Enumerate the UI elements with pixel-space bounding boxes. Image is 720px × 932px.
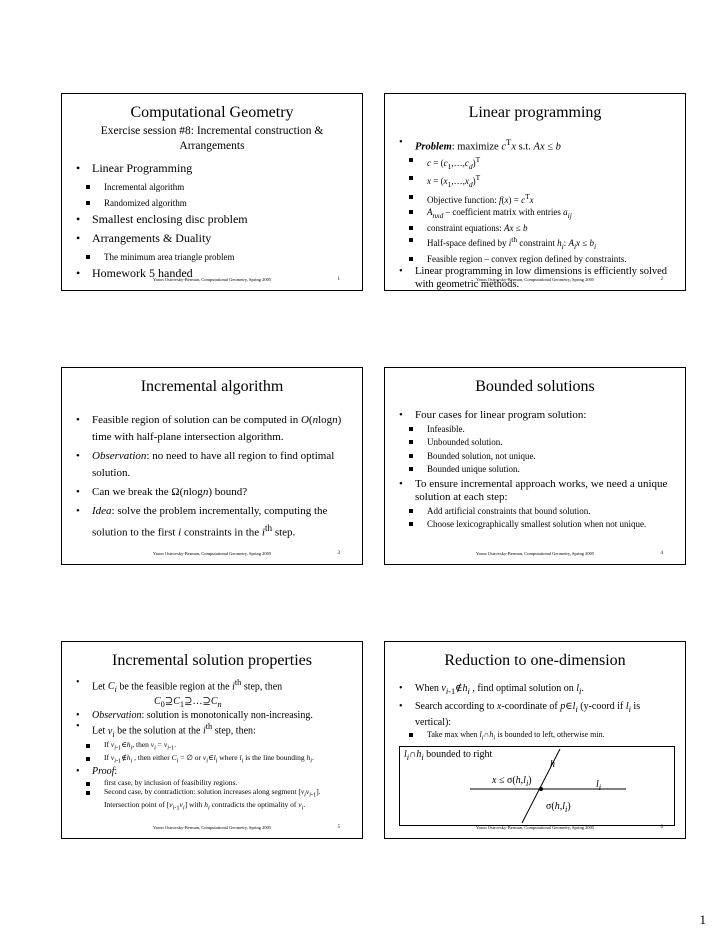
slide-2 [384,93,686,291]
bullet-item: • Proof: [74,766,352,778]
bullet-item: • Search according to x-coordinate of $p\in l_i$ (y-coord if $l_i$ is vertical): [397,700,675,729]
bullet-list [74,410,352,542]
sub-bullet-item: Objective function: $f(x) = c^Tx$ [397,191,675,206]
bullet-item: • Problem: maximize $c^Tx$ s.t. Ax ≤ b [397,136,675,154]
bullet-item: • Observation: solution is monotonically non-increasing. [74,710,352,722]
footer-text: Yaron Ostrovsky-Berman, Computational Geometry, Spring 2005 [475,551,595,556]
bullet-item: • Let $C_i$ be the feasible region at the $i^{th}$ step, then [74,677,352,696]
bullet-list [397,136,675,291]
bullet-list [397,680,675,745]
slide-footer [62,550,362,558]
sub-bullet-item: Infeasible. [397,423,675,437]
footer-text: Yaron Ostrovsky-Berman, Computational Geometry, Spring 2005 [475,825,595,830]
sigma-label: $\sigma(h,l_i)$ [546,801,571,814]
label-li: $l_i$ [596,779,602,792]
slide-subtitle: Exercise session #8: Incremental construction & Arrangements [100,125,324,152]
slide-title: Computational Geometry [130,104,294,121]
slide-footer [62,824,362,832]
sub-bullet-item: If $v_{i-1}\notin h_i$ , then either $C_i$ = ∅ or $v_i\in l_i$ where $l_i$ is the line bounding $h_i$. [74,753,352,766]
bullet-item: • Linear Programming [74,160,352,177]
bullet-item: • When $v_{i-1}\notin h_i$ , find optimal solution on $l_i$. [397,682,675,698]
footer-text: Yaron Ostrovsky-Berman, Computational Geometry, Spring 2005 [152,825,272,830]
label-h: h [550,759,555,770]
half-plane-diagram [399,746,675,826]
sub-bullet-item: $x = (x_1,\dots,x_d)^T$ [397,172,675,191]
page-number: 1 [699,912,706,927]
sub-bullet-item: first case, by inclusion of feasibility regions. [74,778,352,788]
slide-footer [385,824,685,832]
slide-footer [385,276,685,284]
footer-text: Yaron Ostrovsky-Berman, Computational Geometry, Spring 2005 [152,277,272,282]
sub-bullet-item: The minimum area triangle problem [74,251,352,263]
bullet-item: • To ensure incremental approach works, we need a unique solution at each step: [397,478,675,505]
slide-number: 1 [337,277,340,282]
bullet-item: • Let $v_i$ be the solution at the $i^{th}$ step, then: [74,721,352,740]
sub-bullet-item: $c = (c_1,\dots,c_d)^T$ [397,154,675,173]
slide-number: 5 [337,825,340,830]
bullet-item: • Smallest enclosing disc problem [74,211,352,228]
bullet-item: • Can we break the Ω(nlogn) bound? [74,484,352,501]
footer-text: Yaron Ostrovsky-Berman, Computational Geometry, Spring 2005 [475,277,595,282]
sub-bullet-item: Choose lexicographically smallest solution when not unique. [397,518,675,532]
bullet-item: • Homework 5 handed [74,265,352,282]
slide-number: 4 [660,551,663,556]
slide-number: 6 [660,825,663,830]
sub-bullet-item: Add artificial constraints that bound solution. [397,505,675,519]
slide-title: Reduction to one-dimension [444,652,626,669]
slide-title: Incremental solution properties [112,652,312,669]
intersection-point [539,787,543,791]
sub-bullet-item: constraint equations: Ax ≤ b [397,222,675,234]
bullet-item: • Arrangements & Duality [74,230,352,247]
sub-bullet-item: Take max when $l_i\cap h_i$ is bounded to left, otherwise min. [397,729,675,745]
sub-bullet-item: Bounded solution, not unique. [397,450,675,464]
slide-5 [61,641,363,839]
diagram-caption: $l_i\cap h_i$ bounded to right [404,749,493,762]
slide-number: 3 [337,551,340,556]
bullet-item: • Observation: no need to have all region to find optimal solution. [74,448,352,482]
sub-bullet-item: Randomized algorithm [74,197,352,209]
sub-bullet-item: Incremental algorithm [74,181,352,193]
slide-number: 2 [660,277,663,282]
slide-footer [62,276,362,284]
slide-1 [61,93,363,291]
slide-footer [385,550,685,558]
slide-4 [384,367,686,565]
slide-3 [61,367,363,565]
bullet-item: • Linear programming in low dimensions is efficiently solved with geometric methods. [397,265,675,291]
slide-title: Linear programming [468,104,602,121]
bullet-item: • Four cases for linear program solution: [397,409,675,423]
footer-text: Yaron Ostrovsky-Berman, Computational Geometry, Spring 2005 [152,551,272,556]
bullet-item: • Idea: solve the problem incrementally, computing the solution to the first i constraints in the $i^{th}$ step. [74,503,352,542]
sub-bullet-item: Second case, by contradiction: solution increases along segment $[v_iv_{i-1}]$. Intersection point of $[v_{i-1}v_i]$ with $h_i$ contradicts the optimality of $v_i$. [74,787,352,813]
sub-bullet-item: $A_{nxd}$ – coefficient matrix with entries $a_{ij}$ [397,206,675,222]
sub-bullet-item: Unbounded solution. [397,436,675,450]
bullet-list [74,677,352,813]
bullet-list [74,158,352,282]
sub-bullet-item: Half-space defined by $i^{th}$ constraint $h_i$: $A_ix \le b_i$ [397,234,675,253]
bullet-item: • Feasible region of solution can be computed in O(nlogn) time with half-plane intersection algorithm. [74,412,352,446]
sub-bullet-item: Feasible region – convex region defined by constraints. [397,253,675,265]
slide-title: Bounded solutions [475,378,595,395]
sub-bullet-item: Bounded unique solution. [397,463,675,477]
bullet-list [397,408,675,532]
constraint-label: $x \le \sigma(h,l_i)$ [492,775,532,788]
formula-line: $C_0⊇C_1⊇\dots⊇C_n$ [154,695,222,709]
slide-title: Incremental algorithm [140,378,284,395]
sub-bullet-item: If $v_{i-1}\in h_i$, then $v_i = v_{i-1}$. [74,740,352,753]
slide-6 [384,641,686,839]
